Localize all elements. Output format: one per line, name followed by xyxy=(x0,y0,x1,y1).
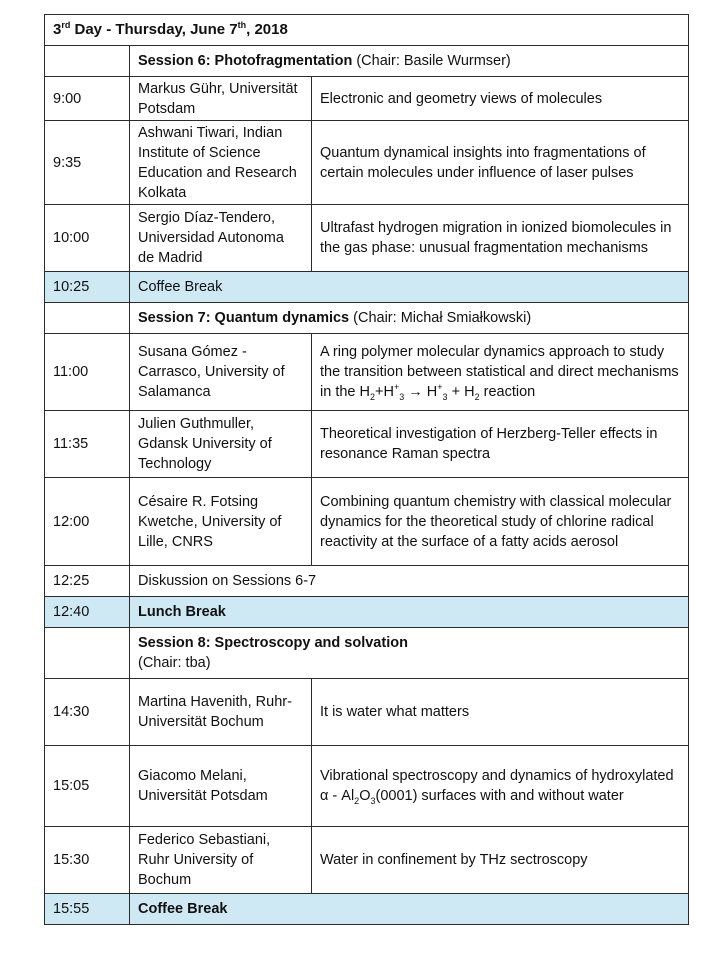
talk-row xyxy=(45,827,689,894)
day-suffix: rd xyxy=(61,20,71,30)
break-label: Lunch Break xyxy=(130,597,689,628)
talk-row xyxy=(45,77,689,121)
session-title xyxy=(130,628,689,679)
talk-speaker: Martina Havenith, Ruhr-Universität Bochum xyxy=(130,679,312,746)
talk-row xyxy=(45,478,689,566)
session-chair: (Chair: tba) xyxy=(138,655,211,671)
talk-title: Combining quantum chemistry with classical molecular dynamics for the theoretical study of chlorine radical reactivity at the surface of a fatty acids aerosol xyxy=(312,478,689,566)
arrow-symbol: → xyxy=(404,384,427,400)
alpha-symbol: α xyxy=(320,788,329,804)
talk-row xyxy=(45,334,689,411)
empty-cell xyxy=(45,303,130,334)
day-year: , 2018 xyxy=(246,21,288,38)
session-name: Session 6: Photofragmentation xyxy=(138,53,353,69)
session-title xyxy=(130,303,689,334)
break-label: Coffee Break xyxy=(130,894,689,925)
discussion-label: Diskussion on Sessions 6-7 xyxy=(130,566,689,597)
talk-title: A ring polymer molecular dynamics approach to study the transition between statistical and direct mechanisms in the $H_2+H^+_3 \to H^+_3 + H_2$ reaction xyxy=(312,334,689,411)
break-row xyxy=(45,894,689,925)
talk-row xyxy=(45,679,689,746)
talk-time: 15:30 xyxy=(45,827,130,894)
break-time: 15:55 xyxy=(45,894,130,925)
day-weekday-date: Day - Thursday, June 7 xyxy=(70,21,238,38)
talk-speaker: Giacomo Melani, Universität Potsdam xyxy=(130,746,312,827)
talk-row xyxy=(45,205,689,272)
talk-speaker: Markus Gühr, Universität Potsdam xyxy=(130,77,312,121)
break-time: 12:40 xyxy=(45,597,130,628)
talk-speaker: Sergio Díaz-Tendero, Universidad Autonoma de Madrid xyxy=(130,205,312,272)
talk-speaker: Ashwani Tiwari, Indian Institute of Science Education and Research Kolkata xyxy=(130,121,312,205)
session-name: Session 8: Spectroscopy and solvation xyxy=(138,635,408,651)
talk-title: Theoretical investigation of Herzberg-Teller effects in resonance Raman spectra xyxy=(312,411,689,478)
day-header xyxy=(45,15,689,46)
break-label: Coffee Break xyxy=(130,272,689,303)
talk-row xyxy=(45,121,689,205)
day-number: 3 xyxy=(53,21,62,38)
talk-time: 9:00 xyxy=(45,77,130,121)
talk-row xyxy=(45,746,689,827)
session-header-row xyxy=(45,303,689,334)
talk-speaker: Federico Sebastiani, Ruhr University of Bochum xyxy=(130,827,312,894)
talk-time: 11:35 xyxy=(45,411,130,478)
talk-speaker: Julien Guthmuller, Gdansk University of Technology xyxy=(130,411,312,478)
session-title xyxy=(130,46,689,77)
session-header-row xyxy=(45,46,689,77)
talk-row xyxy=(45,411,689,478)
talk-time: 14:30 xyxy=(45,679,130,746)
break-row xyxy=(45,272,689,303)
talk-time: 10:00 xyxy=(45,205,130,272)
empty-cell xyxy=(45,628,130,679)
schedule-table xyxy=(44,14,689,925)
talk-speaker: Susana Gómez - Carrasco, University of Salamanca xyxy=(130,334,312,411)
talk-time: 12:00 xyxy=(45,478,130,566)
talk-time: 11:00 xyxy=(45,334,130,411)
talk-title: Ultrafast hydrogen migration in ionized biomolecules in the gas phase: unusual fragmentation mechanisms xyxy=(312,205,689,272)
talk-title: Electronic and geometry views of molecules xyxy=(312,77,689,121)
session-chair: (Chair: Basile Wurmser) xyxy=(352,53,511,69)
session-chair: (Chair: Michał Smiałkowski) xyxy=(349,310,532,326)
break-time: 10:25 xyxy=(45,272,130,303)
discussion-time: 12:25 xyxy=(45,566,130,597)
session-name: Session 7: Quantum dynamics xyxy=(138,310,350,326)
discussion-row xyxy=(45,566,689,597)
day-header-row xyxy=(45,15,689,46)
talk-time: 9:35 xyxy=(45,121,130,205)
break-row xyxy=(45,597,689,628)
talk-title: It is water what matters xyxy=(312,679,689,746)
empty-cell xyxy=(45,46,130,77)
date-suffix: th xyxy=(237,20,247,30)
talk-time: 15:05 xyxy=(45,746,130,827)
session-header-row xyxy=(45,628,689,679)
talk-speaker: Césaire R. Fotsing Kwetche, University of Lille, CNRS xyxy=(130,478,312,566)
talk-title: Water in confinement by THz sectroscopy xyxy=(312,827,689,894)
talk-title: Quantum dynamical insights into fragmentations of certain molecules under influence of laser pulses xyxy=(312,121,689,205)
talk-title: Vibrational spectroscopy and dynamics of hydroxylated α - $Al_2O_3(0001)$ surfaces with and without water xyxy=(312,746,689,827)
